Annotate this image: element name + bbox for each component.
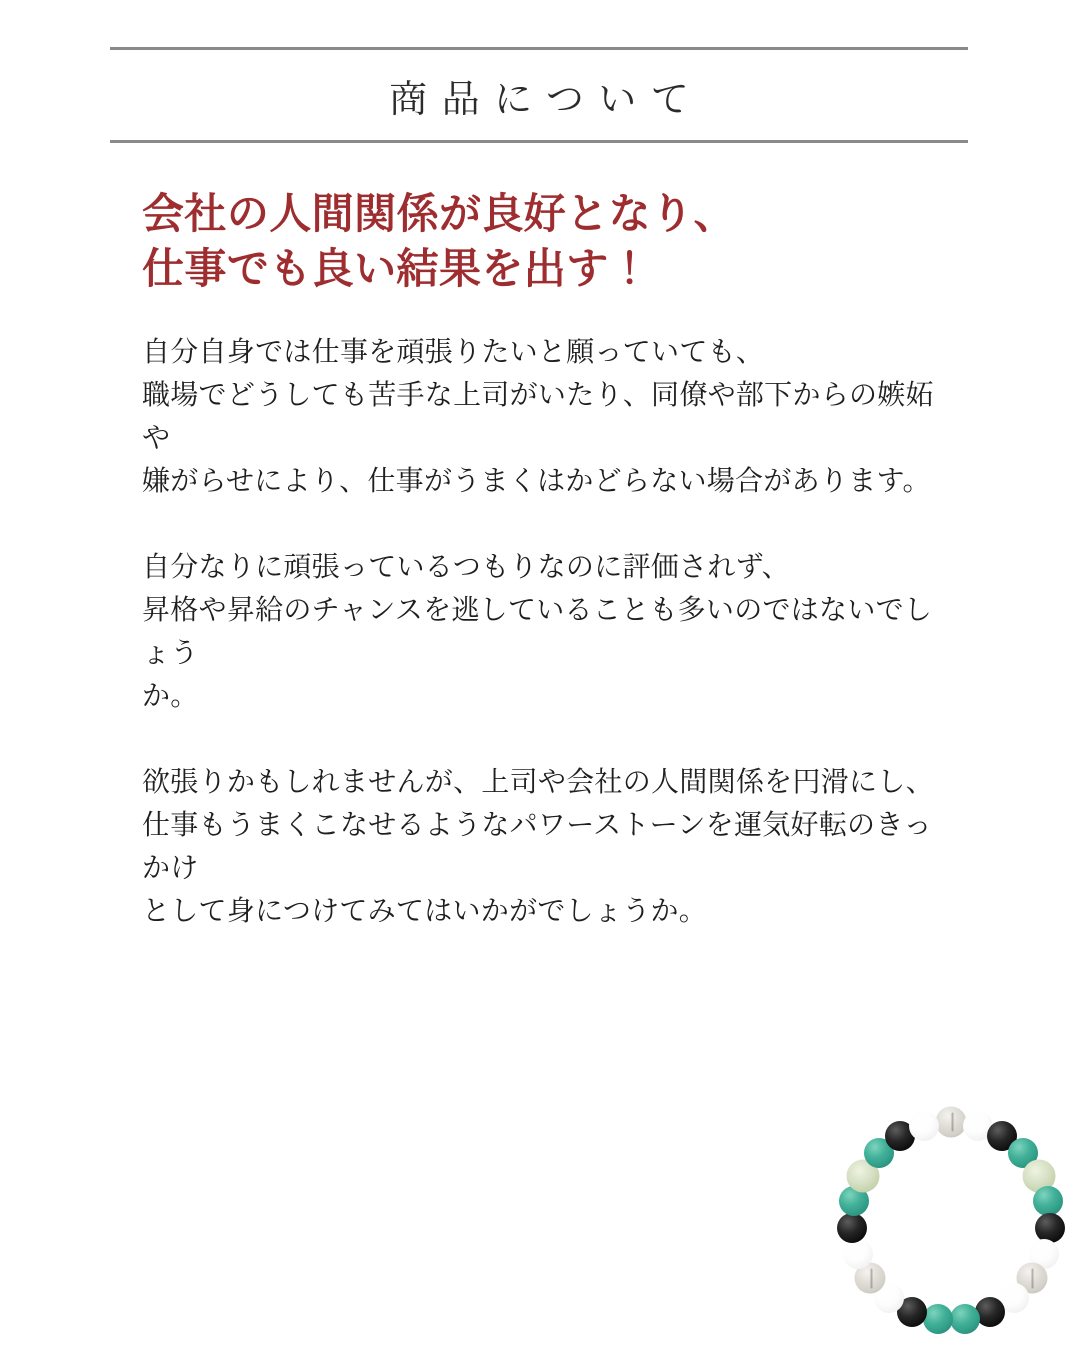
bead-black bbox=[1035, 1213, 1065, 1243]
body-paragraph-2: 自分なりに頑張っているつもりなのに評価されず、 昇格や昇給のチャンスを逃していることも多いのではないでしょう か。 bbox=[142, 551, 933, 711]
bead-black bbox=[975, 1297, 1005, 1327]
body-paragraph-3: 欲張りかもしれませんが、上司や会社の人間関係を円滑にし、 仕事もうまくこなせるようなパワーストーンを運気好転のきっかけ として身につけてみてはいかがでしょうか。 bbox=[142, 766, 934, 926]
bead-black bbox=[837, 1213, 867, 1243]
section-title: 商品について bbox=[389, 78, 704, 121]
main-text-block bbox=[142, 186, 942, 932]
section-header bbox=[110, 47, 968, 143]
bead-turquoise bbox=[950, 1304, 980, 1334]
headline: 会社の人間関係が良好となり、 仕事でも良い結果を出す！ bbox=[142, 190, 736, 292]
body-paragraph-1: 自分自身では仕事を頑張りたいと願っていても、 職場でどうしても苦手な上司がいたり、同僚や部下からの嫉妬や 嫌がらせにより、仕事がうまくはかどらない場合があります。 bbox=[142, 336, 934, 496]
bead-turquoise bbox=[923, 1304, 953, 1334]
bracelet-image bbox=[841, 1111, 1061, 1331]
bead-turquoise bbox=[1033, 1186, 1063, 1216]
bead-white bbox=[843, 1239, 873, 1269]
bead-white bbox=[909, 1111, 939, 1141]
bead-crackle bbox=[936, 1107, 967, 1138]
